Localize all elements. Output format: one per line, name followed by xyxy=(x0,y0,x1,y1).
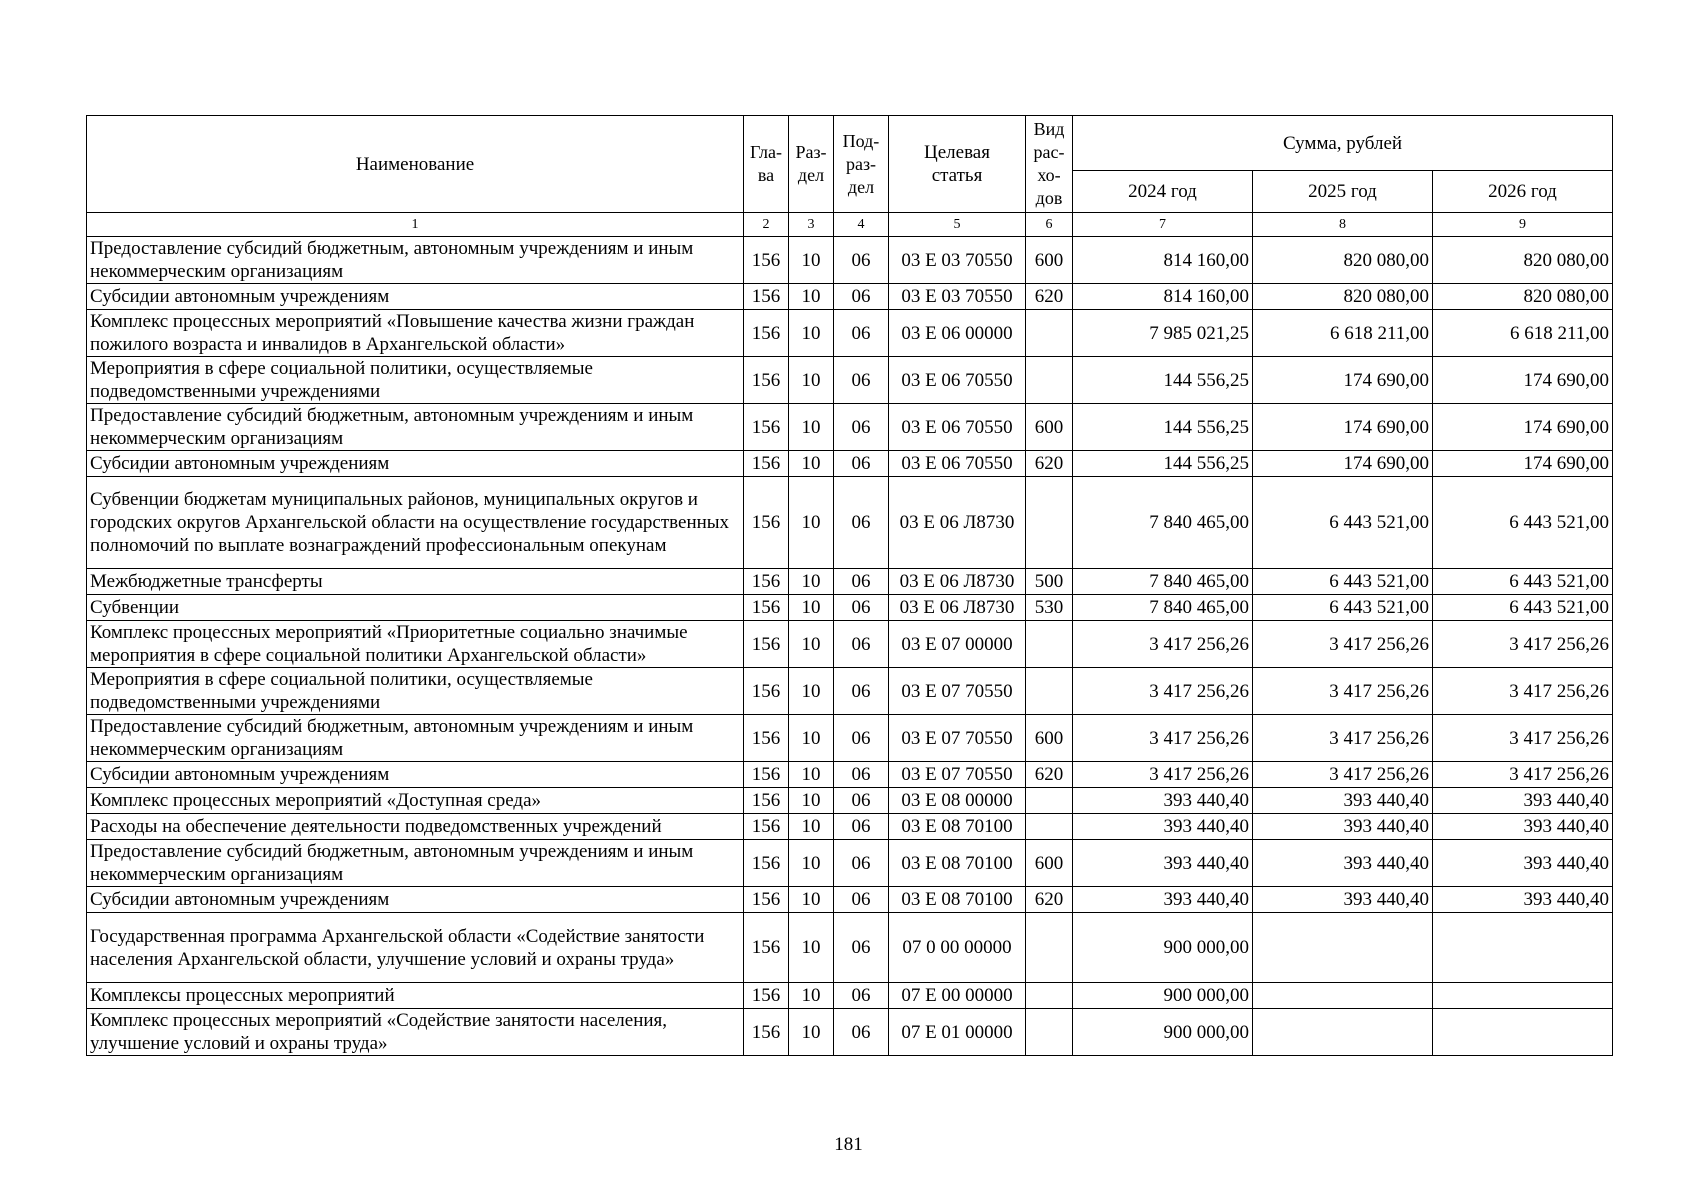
column-number: 6 xyxy=(1026,213,1073,237)
row-sum-2024: 144 556,25 xyxy=(1073,357,1253,404)
row-podrazdel: 06 xyxy=(834,477,889,569)
row-sum-2025: 393 440,40 xyxy=(1253,814,1433,840)
row-glava: 156 xyxy=(744,237,789,284)
row-glava: 156 xyxy=(744,595,789,621)
row-sum-2026: 6 443 521,00 xyxy=(1433,477,1613,569)
row-target-article: 07 0 00 00000 xyxy=(889,913,1026,983)
row-razdel: 10 xyxy=(789,814,834,840)
row-name: Комплекс процессных мероприятий «Доступная среда» xyxy=(87,788,744,814)
row-sum-2025: 393 440,40 xyxy=(1253,887,1433,913)
row-sum-2024: 814 160,00 xyxy=(1073,237,1253,284)
row-target-article: 03 Е 03 70550 xyxy=(889,237,1026,284)
table-row xyxy=(87,788,1613,814)
header-year-2026: 2026 год xyxy=(1433,171,1613,213)
header-name: Наименование xyxy=(87,116,744,213)
row-target-article: 03 Е 08 70100 xyxy=(889,887,1026,913)
row-sum-2026: 3 417 256,26 xyxy=(1433,762,1613,788)
row-sum-2026: 3 417 256,26 xyxy=(1433,668,1613,715)
row-sum-2025 xyxy=(1253,983,1433,1009)
row-glava: 156 xyxy=(744,477,789,569)
table-row xyxy=(87,887,1613,913)
row-razdel: 10 xyxy=(789,237,834,284)
row-expense-type xyxy=(1026,1009,1073,1056)
column-number: 8 xyxy=(1253,213,1433,237)
row-name: Мероприятия в сфере социальной политики, осуществляемые подведомственными учреждениями xyxy=(87,357,744,404)
row-expense-type xyxy=(1026,983,1073,1009)
row-sum-2025: 3 417 256,26 xyxy=(1253,762,1433,788)
row-expense-type: 600 xyxy=(1026,715,1073,762)
row-expense-type xyxy=(1026,310,1073,357)
row-podrazdel: 06 xyxy=(834,668,889,715)
row-name: Субвенции xyxy=(87,595,744,621)
row-glava: 156 xyxy=(744,668,789,715)
row-sum-2026: 3 417 256,26 xyxy=(1433,715,1613,762)
row-sum-2026: 6 443 521,00 xyxy=(1433,595,1613,621)
row-glava: 156 xyxy=(744,814,789,840)
row-target-article: 03 Е 06 Л8730 xyxy=(889,595,1026,621)
row-sum-2026: 820 080,00 xyxy=(1433,237,1613,284)
row-name: Расходы на обеспечение деятельности подведомственных учреждений xyxy=(87,814,744,840)
row-expense-type: 620 xyxy=(1026,451,1073,477)
table-row xyxy=(87,477,1613,569)
header-razdel: Раз- дел xyxy=(789,116,834,213)
table-row xyxy=(87,913,1613,983)
row-sum-2025: 174 690,00 xyxy=(1253,404,1433,451)
row-sum-2026: 393 440,40 xyxy=(1433,788,1613,814)
row-sum-2025: 6 443 521,00 xyxy=(1253,595,1433,621)
row-sum-2024: 393 440,40 xyxy=(1073,814,1253,840)
row-name: Государственная программа Архангельской области «Содействие занятости населения Архангельской области, улучшение условий и охраны труда» xyxy=(87,913,744,983)
row-razdel: 10 xyxy=(789,569,834,595)
row-sum-2024: 393 440,40 xyxy=(1073,788,1253,814)
row-expense-type: 620 xyxy=(1026,762,1073,788)
row-glava: 156 xyxy=(744,788,789,814)
row-sum-2026: 393 440,40 xyxy=(1433,840,1613,887)
table-row xyxy=(87,569,1613,595)
row-sum-2025: 174 690,00 xyxy=(1253,451,1433,477)
row-expense-type xyxy=(1026,814,1073,840)
row-sum-2024: 900 000,00 xyxy=(1073,983,1253,1009)
header-year-2025: 2025 год xyxy=(1253,171,1433,213)
row-sum-2024: 900 000,00 xyxy=(1073,1009,1253,1056)
row-sum-2024: 7 840 465,00 xyxy=(1073,477,1253,569)
column-number: 5 xyxy=(889,213,1026,237)
row-expense-type xyxy=(1026,357,1073,404)
column-number: 3 xyxy=(789,213,834,237)
row-glava: 156 xyxy=(744,451,789,477)
row-glava: 156 xyxy=(744,983,789,1009)
row-razdel: 10 xyxy=(789,284,834,310)
row-name: Мероприятия в сфере социальной политики, осуществляемые подведомственными учреждениями xyxy=(87,668,744,715)
table-row xyxy=(87,762,1613,788)
row-sum-2024: 900 000,00 xyxy=(1073,913,1253,983)
row-sum-2025 xyxy=(1253,913,1433,983)
row-podrazdel: 06 xyxy=(834,357,889,404)
table-row xyxy=(87,357,1613,404)
row-name: Комплекс процессных мероприятий «Приоритетные социально значимые мероприятия в сфере социальной политики Архангельской области» xyxy=(87,621,744,668)
row-podrazdel: 06 xyxy=(834,451,889,477)
row-glava: 156 xyxy=(744,913,789,983)
row-target-article: 03 Е 07 70550 xyxy=(889,668,1026,715)
column-number-row xyxy=(87,213,1613,237)
row-razdel: 10 xyxy=(789,404,834,451)
row-target-article: 03 Е 06 00000 xyxy=(889,310,1026,357)
column-number: 4 xyxy=(834,213,889,237)
row-podrazdel: 06 xyxy=(834,284,889,310)
row-sum-2024: 3 417 256,26 xyxy=(1073,715,1253,762)
row-glava: 156 xyxy=(744,715,789,762)
row-name: Субсидии автономным учреждениям xyxy=(87,284,744,310)
table-row xyxy=(87,237,1613,284)
row-sum-2024: 7 840 465,00 xyxy=(1073,595,1253,621)
row-expense-type: 600 xyxy=(1026,840,1073,887)
page-number: 181 xyxy=(834,1134,863,1155)
row-expense-type xyxy=(1026,477,1073,569)
row-sum-2026: 174 690,00 xyxy=(1433,357,1613,404)
budget-table xyxy=(86,115,1613,1056)
row-sum-2025: 6 443 521,00 xyxy=(1253,477,1433,569)
header-glava: Гла- ва xyxy=(744,116,789,213)
row-sum-2026: 174 690,00 xyxy=(1433,404,1613,451)
row-sum-2024: 814 160,00 xyxy=(1073,284,1253,310)
row-sum-2024: 7 985 021,25 xyxy=(1073,310,1253,357)
table-row xyxy=(87,451,1613,477)
column-number: 9 xyxy=(1433,213,1613,237)
header-statya: Целевая статья xyxy=(889,116,1026,213)
row-target-article: 03 Е 06 70550 xyxy=(889,451,1026,477)
row-podrazdel: 06 xyxy=(834,983,889,1009)
table-row xyxy=(87,814,1613,840)
row-sum-2024: 3 417 256,26 xyxy=(1073,762,1253,788)
table-row xyxy=(87,668,1613,715)
table-row xyxy=(87,621,1613,668)
row-sum-2024: 3 417 256,26 xyxy=(1073,668,1253,715)
row-target-article: 03 Е 08 70100 xyxy=(889,840,1026,887)
row-expense-type xyxy=(1026,913,1073,983)
row-sum-2025: 820 080,00 xyxy=(1253,284,1433,310)
row-name: Комплекс процессных мероприятий «Содействие занятости населения, улучшение условий и охраны труда» xyxy=(87,1009,744,1056)
table-row xyxy=(87,595,1613,621)
row-razdel: 10 xyxy=(789,451,834,477)
row-sum-2025: 3 417 256,26 xyxy=(1253,668,1433,715)
row-expense-type: 600 xyxy=(1026,237,1073,284)
row-target-article: 03 Е 06 70550 xyxy=(889,404,1026,451)
row-name: Межбюджетные трансферты xyxy=(87,569,744,595)
header-podrazdel: Под- раз- дел xyxy=(834,116,889,213)
row-sum-2025: 820 080,00 xyxy=(1253,237,1433,284)
row-target-article: 03 Е 08 70100 xyxy=(889,814,1026,840)
row-glava: 156 xyxy=(744,762,789,788)
row-sum-2025: 393 440,40 xyxy=(1253,840,1433,887)
table-row xyxy=(87,983,1613,1009)
row-expense-type: 600 xyxy=(1026,404,1073,451)
row-sum-2025: 6 618 211,00 xyxy=(1253,310,1433,357)
row-target-article: 03 Е 07 70550 xyxy=(889,762,1026,788)
row-podrazdel: 06 xyxy=(834,237,889,284)
row-sum-2026: 393 440,40 xyxy=(1433,814,1613,840)
row-razdel: 10 xyxy=(789,621,834,668)
table-row xyxy=(87,1009,1613,1056)
column-number: 2 xyxy=(744,213,789,237)
row-glava: 156 xyxy=(744,404,789,451)
row-sum-2024: 7 840 465,00 xyxy=(1073,569,1253,595)
row-expense-type: 620 xyxy=(1026,284,1073,310)
row-sum-2025: 3 417 256,26 xyxy=(1253,715,1433,762)
row-name: Субсидии автономным учреждениям xyxy=(87,762,744,788)
row-glava: 156 xyxy=(744,1009,789,1056)
row-name: Предоставление субсидий бюджетным, автономным учреждениям и иным некоммерческим организациям xyxy=(87,404,744,451)
table-row xyxy=(87,284,1613,310)
row-sum-2026 xyxy=(1433,1009,1613,1056)
row-name: Предоставление субсидий бюджетным, автономным учреждениям и иным некоммерческим организациям xyxy=(87,715,744,762)
row-razdel: 10 xyxy=(789,840,834,887)
row-glava: 156 xyxy=(744,840,789,887)
row-name: Предоставление субсидий бюджетным, автономным учреждениям и иным некоммерческим организациям xyxy=(87,840,744,887)
row-expense-type xyxy=(1026,668,1073,715)
header-vid: Вид рас- хо- дов xyxy=(1026,116,1073,213)
row-name: Субсидии автономным учреждениям xyxy=(87,887,744,913)
header-year-2024: 2024 год xyxy=(1073,171,1253,213)
row-sum-2024: 144 556,25 xyxy=(1073,451,1253,477)
row-target-article: 03 Е 07 00000 xyxy=(889,621,1026,668)
row-target-article: 03 Е 07 70550 xyxy=(889,715,1026,762)
header-summa: Сумма, рублей xyxy=(1073,116,1613,171)
row-expense-type: 620 xyxy=(1026,887,1073,913)
row-podrazdel: 06 xyxy=(834,840,889,887)
row-target-article: 07 Е 00 00000 xyxy=(889,983,1026,1009)
row-podrazdel: 06 xyxy=(834,621,889,668)
table-row xyxy=(87,715,1613,762)
table-row xyxy=(87,840,1613,887)
row-sum-2026 xyxy=(1433,983,1613,1009)
row-expense-type xyxy=(1026,621,1073,668)
row-target-article: 07 Е 01 00000 xyxy=(889,1009,1026,1056)
row-sum-2026: 820 080,00 xyxy=(1433,284,1613,310)
row-razdel: 10 xyxy=(789,762,834,788)
row-podrazdel: 06 xyxy=(834,762,889,788)
row-glava: 156 xyxy=(744,887,789,913)
row-glava: 156 xyxy=(744,284,789,310)
row-podrazdel: 06 xyxy=(834,814,889,840)
row-glava: 156 xyxy=(744,621,789,668)
row-sum-2024: 3 417 256,26 xyxy=(1073,621,1253,668)
row-razdel: 10 xyxy=(789,887,834,913)
column-number: 1 xyxy=(87,213,744,237)
row-target-article: 03 Е 06 Л8730 xyxy=(889,569,1026,595)
row-glava: 156 xyxy=(744,357,789,404)
row-razdel: 10 xyxy=(789,357,834,404)
row-razdel: 10 xyxy=(789,595,834,621)
row-sum-2026: 393 440,40 xyxy=(1433,887,1613,913)
row-expense-type: 530 xyxy=(1026,595,1073,621)
row-sum-2024: 393 440,40 xyxy=(1073,840,1253,887)
row-podrazdel: 06 xyxy=(834,887,889,913)
row-sum-2025: 6 443 521,00 xyxy=(1253,569,1433,595)
row-sum-2026: 174 690,00 xyxy=(1433,451,1613,477)
row-name: Субсидии автономным учреждениям xyxy=(87,451,744,477)
row-name: Комплексы процессных мероприятий xyxy=(87,983,744,1009)
row-razdel: 10 xyxy=(789,310,834,357)
row-target-article: 03 Е 03 70550 xyxy=(889,284,1026,310)
row-sum-2026: 6 443 521,00 xyxy=(1433,569,1613,595)
row-razdel: 10 xyxy=(789,788,834,814)
row-podrazdel: 06 xyxy=(834,788,889,814)
row-target-article: 03 Е 08 00000 xyxy=(889,788,1026,814)
row-razdel: 10 xyxy=(789,1009,834,1056)
row-podrazdel: 06 xyxy=(834,715,889,762)
row-sum-2026 xyxy=(1433,913,1613,983)
row-name: Субвенции бюджетам муниципальных районов, муниципальных округов и городских округов Архангельской области на осуществление государственных полномочий по выплате вознаграждений профессиональным опекунам xyxy=(87,477,744,569)
row-sum-2024: 144 556,25 xyxy=(1073,404,1253,451)
row-glava: 156 xyxy=(744,569,789,595)
row-name: Комплекс процессных мероприятий «Повышение качества жизни граждан пожилого возраста и инвалидов в Архангельской области» xyxy=(87,310,744,357)
table-row xyxy=(87,310,1613,357)
row-expense-type: 500 xyxy=(1026,569,1073,595)
table-row xyxy=(87,404,1613,451)
row-target-article: 03 Е 06 70550 xyxy=(889,357,1026,404)
row-target-article: 03 Е 06 Л8730 xyxy=(889,477,1026,569)
row-sum-2026: 6 618 211,00 xyxy=(1433,310,1613,357)
row-name: Предоставление субсидий бюджетным, автономным учреждениям и иным некоммерческим организациям xyxy=(87,237,744,284)
row-razdel: 10 xyxy=(789,913,834,983)
row-podrazdel: 06 xyxy=(834,404,889,451)
row-sum-2026: 3 417 256,26 xyxy=(1433,621,1613,668)
row-razdel: 10 xyxy=(789,477,834,569)
row-sum-2025: 3 417 256,26 xyxy=(1253,621,1433,668)
row-sum-2025 xyxy=(1253,1009,1433,1056)
row-sum-2025: 393 440,40 xyxy=(1253,788,1433,814)
row-razdel: 10 xyxy=(789,668,834,715)
row-expense-type xyxy=(1026,788,1073,814)
row-sum-2025: 174 690,00 xyxy=(1253,357,1433,404)
row-razdel: 10 xyxy=(789,715,834,762)
row-podrazdel: 06 xyxy=(834,310,889,357)
column-number: 7 xyxy=(1073,213,1253,237)
row-razdel: 10 xyxy=(789,983,834,1009)
row-podrazdel: 06 xyxy=(834,569,889,595)
row-podrazdel: 06 xyxy=(834,913,889,983)
row-sum-2024: 393 440,40 xyxy=(1073,887,1253,913)
row-podrazdel: 06 xyxy=(834,1009,889,1056)
row-glava: 156 xyxy=(744,310,789,357)
row-podrazdel: 06 xyxy=(834,595,889,621)
